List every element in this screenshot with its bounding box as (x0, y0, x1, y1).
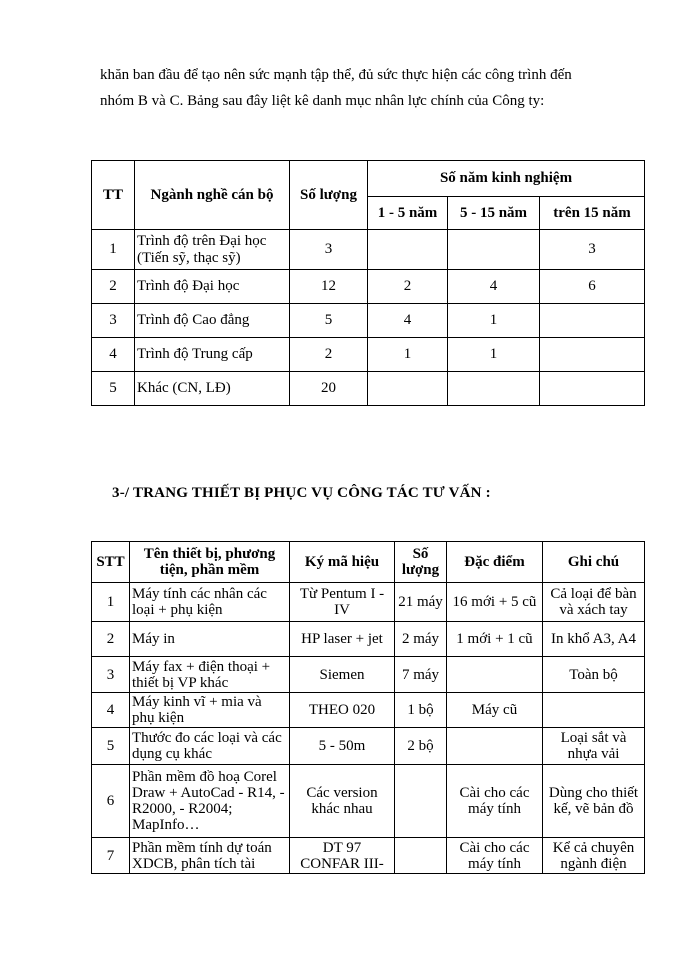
cell-note: In khổ A3, A4 (543, 622, 645, 657)
cell-exp3: 3 (540, 230, 645, 270)
col-equipment-name: Tên thiết bị, phương tiện, phần mềm (130, 542, 290, 583)
cell-equipment-name: Máy fax + điện thoại + thiết bị VP khác (130, 657, 290, 693)
cell-equipment-name: Máy in (130, 622, 290, 657)
cell-tt: 2 (92, 270, 135, 304)
col-experience: Số năm kinh nghiệm (368, 161, 645, 197)
cell-count: 5 (290, 304, 368, 338)
table-row (92, 304, 645, 338)
cell-tt: 3 (92, 304, 135, 338)
table-row (92, 838, 645, 874)
col-note: Ghi chú (543, 542, 645, 583)
col-feature: Đặc điểm (447, 542, 543, 583)
cell-note: Dùng cho thiết kế, vẽ bản đồ (543, 765, 645, 838)
cell-feature (447, 657, 543, 693)
cell-count: 20 (290, 372, 368, 406)
cell-exp1: 2 (368, 270, 448, 304)
cell-role: Khác (CN, LĐ) (135, 372, 290, 406)
cell-tt: 5 (92, 372, 135, 406)
cell-feature: Cài cho các máy tính (447, 765, 543, 838)
col-code: Ký mã hiệu (290, 542, 395, 583)
cell-stt: 7 (92, 838, 130, 874)
cell-quantity: 7 máy (395, 657, 447, 693)
col-exp-1-5: 1 - 5 năm (368, 197, 448, 230)
table-row (92, 583, 645, 622)
col-tt: TT (92, 161, 135, 230)
cell-note: Toàn bộ (543, 657, 645, 693)
cell-equipment-name: Thước đo các loại và các dụng cụ khác (130, 728, 290, 765)
cell-stt: 5 (92, 728, 130, 765)
col-stt: STT (92, 542, 130, 583)
cell-quantity: 1 bộ (395, 693, 447, 728)
table-row (92, 230, 645, 270)
cell-feature: 16 mới + 5 cũ (447, 583, 543, 622)
col-exp-15-plus: trên 15 năm (540, 197, 645, 230)
cell-exp3 (540, 372, 645, 406)
cell-code: DT 97 CONFAR III- (290, 838, 395, 874)
cell-feature: Cài cho các máy tính (447, 838, 543, 874)
cell-note (543, 693, 645, 728)
staff-table (91, 160, 645, 406)
intro-line-2: nhóm B và C. Bảng sau đây liệt kê danh mục nhân lực chính của Công ty: (100, 93, 545, 109)
cell-exp2 (448, 230, 540, 270)
cell-stt: 2 (92, 622, 130, 657)
cell-role: Trình độ Cao đẳng (135, 304, 290, 338)
cell-tt: 1 (92, 230, 135, 270)
table-row (92, 622, 645, 657)
col-count: Số lượng (290, 161, 368, 230)
col-quantity: Số lượng (395, 542, 447, 583)
cell-stt: 1 (92, 583, 130, 622)
cell-count: 2 (290, 338, 368, 372)
cell-quantity (395, 765, 447, 838)
cell-equipment-name: Phần mềm đồ hoạ Corel Draw + AutoCad - R14, - R2000, - R2004; MapInfo… (130, 765, 290, 838)
cell-exp1 (368, 372, 448, 406)
cell-note: Cả loại để bàn và xách tay (543, 583, 645, 622)
table-row (92, 372, 645, 406)
equipment-table (91, 541, 645, 874)
cell-feature: Máy cũ (447, 693, 543, 728)
cell-note: Kể cả chuyên ngành điện (543, 838, 645, 874)
cell-exp3 (540, 338, 645, 372)
cell-equipment-name: Phần mềm tính dự toán XDCB, phân tích tài (130, 838, 290, 874)
intro-line-1: khăn ban đầu để tạo nên sức mạnh tập thể, đủ sức thực hiện các công trình đến (100, 67, 572, 83)
cell-code: 5 - 50m (290, 728, 395, 765)
cell-exp1 (368, 230, 448, 270)
cell-exp1: 1 (368, 338, 448, 372)
cell-quantity: 2 máy (395, 622, 447, 657)
cell-quantity (395, 838, 447, 874)
cell-count: 3 (290, 230, 368, 270)
cell-feature (447, 728, 543, 765)
table-row (92, 338, 645, 372)
table-row (92, 728, 645, 765)
cell-exp2: 1 (448, 338, 540, 372)
cell-code: Các version khác nhau (290, 765, 395, 838)
table-row (92, 693, 645, 728)
cell-code: HP laser + jet (290, 622, 395, 657)
cell-exp2: 4 (448, 270, 540, 304)
cell-role: Trình độ trên Đại học (Tiến sỹ, thạc sỹ) (135, 230, 290, 270)
section-heading: 3-/ TRANG THIẾT BỊ PHỤC VỤ CÔNG TÁC TƯ VẤN : (112, 485, 491, 501)
cell-code: Siemen (290, 657, 395, 693)
cell-exp2: 1 (448, 304, 540, 338)
cell-note: Loại sắt và nhựa vải (543, 728, 645, 765)
col-role: Ngành nghề cán bộ (135, 161, 290, 230)
cell-role: Trình độ Trung cấp (135, 338, 290, 372)
cell-code: THEO 020 (290, 693, 395, 728)
cell-exp3: 6 (540, 270, 645, 304)
cell-tt: 4 (92, 338, 135, 372)
cell-equipment-name: Máy tính các nhân các loại + phụ kiện (130, 583, 290, 622)
cell-code: Từ Pentum I - IV (290, 583, 395, 622)
table-row (92, 657, 645, 693)
cell-stt: 3 (92, 657, 130, 693)
cell-quantity: 2 bộ (395, 728, 447, 765)
cell-exp2 (448, 372, 540, 406)
cell-exp1: 4 (368, 304, 448, 338)
cell-feature: 1 mới + 1 cũ (447, 622, 543, 657)
cell-role: Trình độ Đại học (135, 270, 290, 304)
col-exp-5-15: 5 - 15 năm (448, 197, 540, 230)
table-row (92, 270, 645, 304)
cell-exp3 (540, 304, 645, 338)
cell-stt: 4 (92, 693, 130, 728)
table-row (92, 765, 645, 838)
cell-equipment-name: Máy kinh vĩ + mia và phụ kiện (130, 693, 290, 728)
cell-quantity: 21 máy (395, 583, 447, 622)
cell-count: 12 (290, 270, 368, 304)
cell-stt: 6 (92, 765, 130, 838)
